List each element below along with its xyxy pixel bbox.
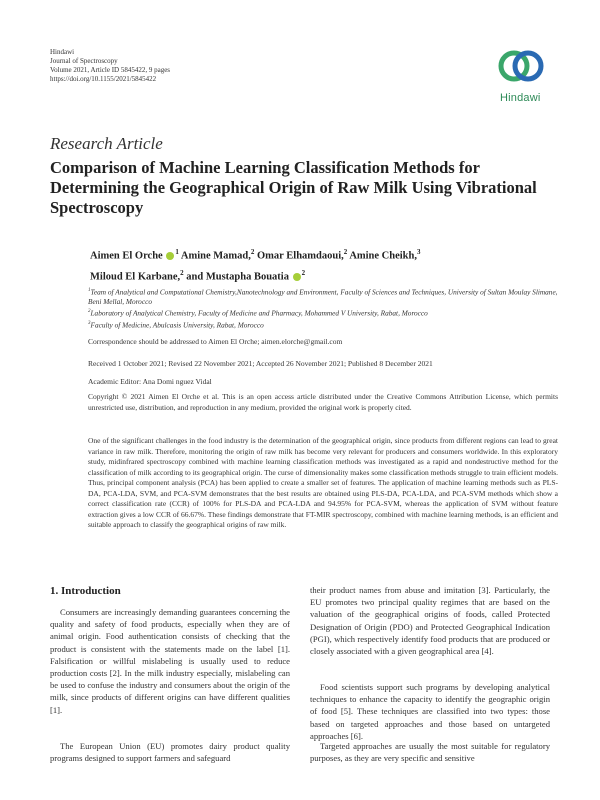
correspondence: Correspondence should be addressed to Aimen El Orche; aimen.elorche@gmail.com (88, 337, 343, 346)
publisher-name: Hindawi (50, 48, 75, 56)
hindawi-logo-text: Hindawi (500, 92, 541, 104)
copyright-notice: Copyright © 2021 Aimen El Orche et al. This is an open access article distributed under the Creative Commons Attribution License, which permits unrestricted use, distribution, and reproduction in any medium, provided the original work is properly cited. (88, 392, 558, 412)
author-name[interactable]: and Mustapha Bouatia (186, 271, 289, 282)
affiliation-item: $^3$Faculty of Medicine, Abulcasis University, Rabat, Morocco (88, 320, 264, 330)
author-name[interactable]: Amine Mamad, (180, 250, 251, 262)
author-name[interactable]: Omar Elhamdaoui, (257, 250, 344, 262)
volume-info: Volume 2021, Article ID 5845422, 9 pages (50, 66, 171, 74)
affiliation-item: $^2$Laboratory of Analytical Chemistry, Faculty of Medicine and Pharmacy, Mohammed V University, Rabat, Morocco (88, 308, 428, 318)
section-heading: 1. Introduction (50, 585, 121, 597)
article-title: Comparison of Machine Learning Classification Methods for Determining the Geographical Origin of Raw Milk Using Vibrational Spectroscopy (50, 158, 537, 217)
body-paragraph: Food scientists support such programs by developing analytical techniques to enhance the capacity to identify the geographic origin of food [5]. These techniques are classified into two types: those based on targeted approaches and those based on untargeted approaches [6]. (310, 682, 550, 741)
affiliation-marker: 2 (180, 268, 184, 277)
affiliation-marker: 2 (343, 248, 348, 256)
orcid-icon[interactable] (293, 273, 301, 281)
journal-header (50, 48, 170, 84)
body-paragraph: Targeted approaches are usually the most suitable for regulatory purposes, as they are very specific and sensitive (310, 741, 550, 764)
affiliation-marker: 2 (250, 248, 255, 256)
orcid-icon[interactable] (166, 252, 174, 260)
affiliation-marker: 3 (417, 248, 421, 256)
doi-link[interactable]: https://doi.org/10.1155/2021/5845422 (50, 75, 157, 83)
journal-name: Journal of Spectroscopy (50, 57, 118, 65)
author-name[interactable]: Aimen El Orche (90, 250, 163, 262)
article-type: Research Article (50, 134, 163, 153)
academic-editor: Academic Editor: Ana Domi nguez Vidal (88, 377, 212, 386)
affiliation-marker: 2 (301, 268, 306, 277)
body-paragraph: their product names from abuse and imitation [3]. Particularly, the EU promotes two principal quality regimes that are based on the valuation of the geographical origins of foods, called Protected Designation of Origin (PDO) and Protected Geographical Indication (PGI), which respectively identify food products that are produced or closely associated with a given geographical area [4]. (310, 585, 550, 657)
affiliation-item: $^1$Team of Analytical and Computational Chemistry,Nanotechnology and Environment, Faculty of Sciences and Techniques, University of Sultan Moulay Slimane, Beni Mellal, Morocco (88, 287, 558, 307)
affiliation-marker: 1 (175, 248, 179, 256)
affiliations (88, 286, 558, 330)
body-paragraph: The European Union (EU) promotes dairy product quality programs designed to support farmers and safeguard (50, 741, 290, 764)
article-dates: Received 1 October 2021; Revised 22 November 2021; Accepted 26 November 2021; Published 8 December 2021 (88, 359, 433, 368)
abstract: One of the significant challenges in the food industry is the determination of the geographical origin, since products from different regions can lead to great variance in raw milk. Therefore, monitoring the origin of raw milk has become very relevant for producers and consumers worldwide. In this exploratory study, midinfrared spectroscopy combined with machine learning classification methods was investigated as a rapid and nondestructive method for the classification of milk according to its geographical origin. The curse of dimensionality makes some classification methods struggle to train efficient models. Thus, principal component analysis (PCA) has been applied to create a smaller set of features. The application of machine learning methods such as PLS-DA, PCA-LDA, SVM, and PCA-SVM demonstrates that the best results are obtained using PLS-DA, PCA-LDA, and PCA-SVM methods which show a correct classification rate (CCR) of 100% for PLS-DA and PCA-LDA and 94.95% for PCA-SVM, whereas the application of SVM without feature extraction gives a low CCR of 66.67%. These findings demonstrate that FT-MIR spectroscopy, combined with machine learning methods, is an efficient and suitable approach to classify the geographical origins of raw milk. (88, 436, 558, 529)
body-paragraph: Consumers are increasingly demanding guarantees concerning the quality and safety of food products, especially when they are of animal origin. Food authentication consists of checking that the product is consistent with the statements made on the label [1]. Falsification or willful mislabeling is usually used to reduce production costs [2]. In the milk industry especially, mislabeling can be used to confuse the industry and consumers about the origin of the milk, since products of different origins can have different qualities [1]. (50, 607, 290, 715)
author-name[interactable]: Amine Cheikh, (349, 250, 417, 262)
author-list (90, 244, 540, 285)
author-name[interactable]: Miloud El Karbane, (90, 271, 181, 282)
